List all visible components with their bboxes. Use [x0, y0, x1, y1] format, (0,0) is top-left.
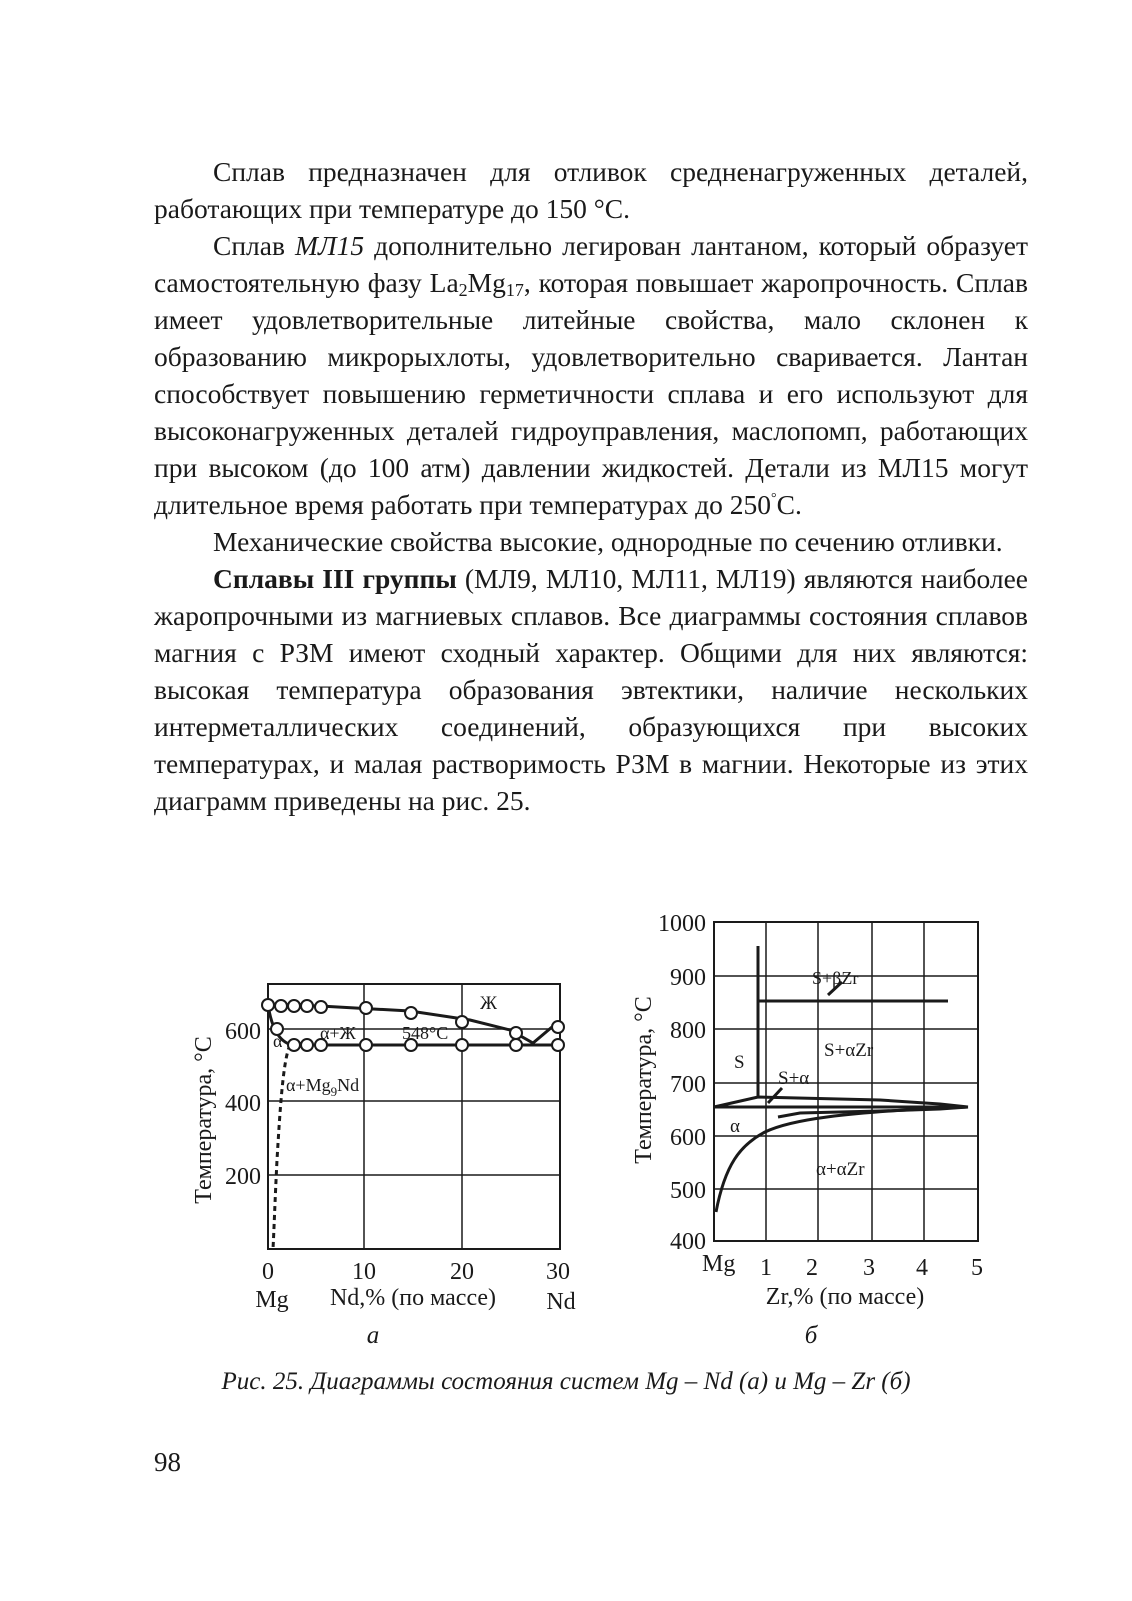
ytick-b-500: 500 [670, 1178, 706, 1204]
letter-a: а [366, 1322, 380, 1349]
label-s-alpha-zr: S+αZr [824, 1040, 874, 1061]
p4-rest: (МЛ9, МЛ10, МЛ11, МЛ19) являются наиболее жаропрочными из магниевых сплавов. Все диаграммы состояния сплавов магния с РЗМ имеют сходный характер. Общими для них являются: высокая температура образования эвтектики, наличие нескольких интерметаллических соединений, образующихся при высоких температурах, и малая растворимость РЗМ в магнии. Некоторые из этих диаграмм приведены на рис. 25. [154, 563, 1028, 816]
letter-b: б [804, 1322, 818, 1349]
label-s-alpha: S+α [778, 1068, 810, 1089]
group-heading: Сплавы III группы [213, 563, 457, 594]
xlabel-a: Nd,% (по массе) [329, 1285, 497, 1311]
p2-tail: С. [776, 489, 802, 520]
ytick-b-400: 400 [670, 1229, 706, 1255]
ylabel-a: Температура, °С [191, 1036, 217, 1204]
label-alpha-liquid: α+Ж [320, 1023, 356, 1043]
ytick-a-600: 600 [225, 1019, 261, 1045]
label-alpha-compound: $\alpha+Mg_9Nd$ [286, 1075, 360, 1099]
p2-start: Сплав [213, 230, 296, 261]
label-eutectic-temp: 548°С [402, 1023, 449, 1043]
ytick-b-700: 700 [670, 1072, 706, 1098]
paragraph-3: Механические свойства высокие, однородные по сечению отливки. [213, 526, 1003, 557]
ylabel-b: Температура, °С [631, 996, 657, 1164]
x-left-b: Mg [702, 1251, 736, 1277]
x-left-a: Mg [255, 1287, 289, 1313]
label-alpha-b: α [730, 1116, 740, 1137]
xtick-a-0: 0 [262, 1259, 274, 1285]
p2-end: , которая повышает жаропрочность. Сплав имеет удовлетворительные литейные свойства, мало склонен к образованию микрорыхлоты, удовлетворительно сваривается. Лантан способствует повышению герметичности сплава и его используют для высоконагруженных деталей гидроуправления, маслопомп, работающих при высоком (до 100 атм) давлении жидкостей. Детали из МЛ15 могут длительное время работать при температурах до 250 [154, 267, 1029, 520]
label-liquid: Ж [480, 993, 498, 1014]
xtick-b-5: 5 [971, 1255, 983, 1281]
ytick-a-200: 200 [225, 1164, 261, 1190]
diagram-mg-zr [631, 911, 983, 1349]
subscript-17: 17 [505, 280, 524, 300]
p2-mg: Mg [467, 267, 506, 298]
label-alpha-alpha-zr: α+αZr [816, 1159, 865, 1180]
label-s-beta-zr: S+βZr [812, 968, 859, 988]
xtick-b-1: 1 [760, 1255, 772, 1281]
ytick-b-600: 600 [670, 1125, 706, 1151]
xtick-a-20: 20 [450, 1259, 474, 1285]
x-right-a: Nd [546, 1289, 576, 1315]
xtick-a-10: 10 [352, 1259, 376, 1285]
xtick-b-4: 4 [916, 1255, 928, 1281]
p2-mid: дополнительно легирован лантаном, который образует самостоятельную фазу La [154, 230, 1028, 298]
xtick-b-2: 2 [806, 1255, 818, 1281]
subscript-2: 2 [458, 280, 468, 300]
ytick-a-400: 400 [225, 1091, 261, 1117]
ytick-b-900: 900 [670, 965, 706, 991]
degree-sign: ° [771, 491, 777, 506]
paragraph-1: Сплав предназначен для отливок средненагруженных деталей, работающих при температуре до 150 °С. [154, 156, 1028, 224]
page-number: 98 [154, 1447, 181, 1477]
alloy-name: МЛ15 [295, 230, 365, 261]
ytick-b-800: 800 [670, 1018, 706, 1044]
figure-caption: Рис. 25. Диаграммы состояния систем Mg – Nd (а) и Mg – Zr (б) [221, 1368, 911, 1395]
xtick-a-30: 30 [546, 1259, 570, 1285]
xtick-b-3: 3 [863, 1255, 875, 1281]
xlabel-b: Zr,% (по массе) [765, 1284, 925, 1310]
label-alpha-a: α [273, 1031, 283, 1051]
ytick-b-1000: 1000 [658, 911, 706, 937]
label-s: S [734, 1052, 745, 1073]
diagram-mg-nd [191, 984, 576, 1349]
